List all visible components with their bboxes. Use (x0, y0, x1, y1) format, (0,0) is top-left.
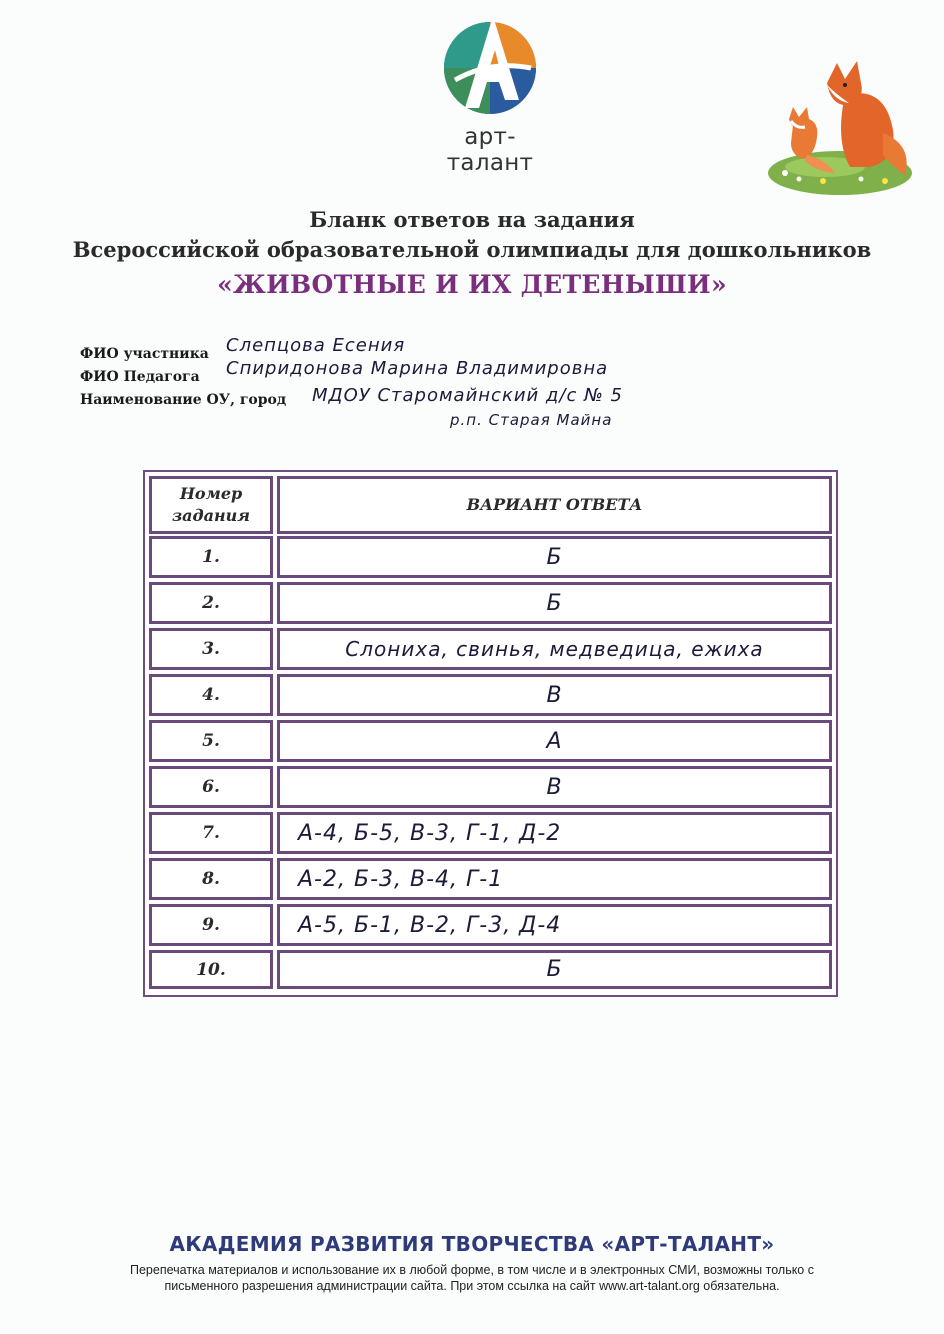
table-row (149, 858, 832, 900)
participant-label: ФИО участника (80, 346, 209, 362)
answer-value: В (277, 674, 832, 716)
table-row (149, 628, 832, 670)
logo-emblem-icon (435, 10, 545, 120)
logo-text: арт-талант (446, 124, 534, 176)
table-row (149, 582, 832, 624)
teacher-row (80, 358, 609, 390)
art-talant-logo (425, 10, 555, 175)
answers-table (143, 470, 838, 997)
teacher-value: Спиридонова Марина Владимировна (226, 358, 609, 379)
school-label: Наименование ОУ, город (80, 392, 287, 408)
task-number: 3. (149, 628, 273, 670)
task-number: 10. (149, 950, 273, 989)
teacher-label: ФИО Педагога (80, 369, 200, 385)
table-row (149, 536, 832, 578)
table-row (149, 720, 832, 762)
city-value: р.п. Старая Майна (450, 411, 613, 429)
fox-illustration (765, 55, 915, 195)
table-row (149, 766, 832, 808)
header-number-cell: Номер задания (149, 476, 273, 534)
task-number: 4. (149, 674, 273, 716)
table-row (149, 904, 832, 946)
footer-notice-line-2: письменного разрешения администрации сайта. При этом ссылка на сайт www.art-talant.org обязательна. (164, 1279, 780, 1293)
olympiad-title: «ЖИВОТНЫЕ И ИХ ДЕТЕНЫШИ» (217, 270, 727, 299)
task-number: 2. (149, 582, 273, 624)
participant-row (80, 335, 406, 367)
answer-value: В (277, 766, 832, 808)
table-header-row (149, 476, 832, 534)
footer-title: АКАДЕМИЯ РАЗВИТИЯ ТВОРЧЕСТВА «АРТ-ТАЛАНТ» (169, 1232, 775, 1256)
heading-line-2: Всероссийской образовательной олимпиады для дошкольников (72, 237, 872, 262)
task-number: 5. (149, 720, 273, 762)
table-row (149, 674, 832, 716)
table-row (149, 950, 832, 989)
answer-value: А-4, Б-5, В-3, Г-1, Д-2 (277, 812, 832, 854)
task-number: 7. (149, 812, 273, 854)
answer-value: А (277, 720, 832, 762)
answer-value: Б (277, 536, 832, 578)
participant-value: Слепцова Есения (226, 335, 406, 356)
answer-value: А-5, Б-1, В-2, Г-3, Д-4 (277, 904, 832, 946)
table-row (149, 812, 832, 854)
document-heading (40, 205, 904, 305)
task-number: 1. (149, 536, 273, 578)
page-footer (60, 1232, 884, 1294)
school-value: МДОУ Старомайнский д/с № 5 (312, 385, 623, 406)
answer-value: А-2, Б-3, В-4, Г-1 (277, 858, 832, 900)
task-number: 6. (149, 766, 273, 808)
answer-value: Б (277, 950, 832, 989)
footer-notice-line-1: Перепечатка материалов и использование их в любой форме, в том числе и в электронных СМИ, возможны только с (129, 1263, 814, 1277)
school-row (80, 385, 623, 413)
heading-line-1: Бланк ответов на задания (309, 207, 635, 232)
answer-value: Слониха, свинья, медведица, ежиха (277, 628, 832, 670)
answer-value: Б (277, 582, 832, 624)
task-number: 9. (149, 904, 273, 946)
task-number: 8. (149, 858, 273, 900)
header-answer-cell: ВАРИАНТ ОТВЕТА (277, 476, 832, 534)
